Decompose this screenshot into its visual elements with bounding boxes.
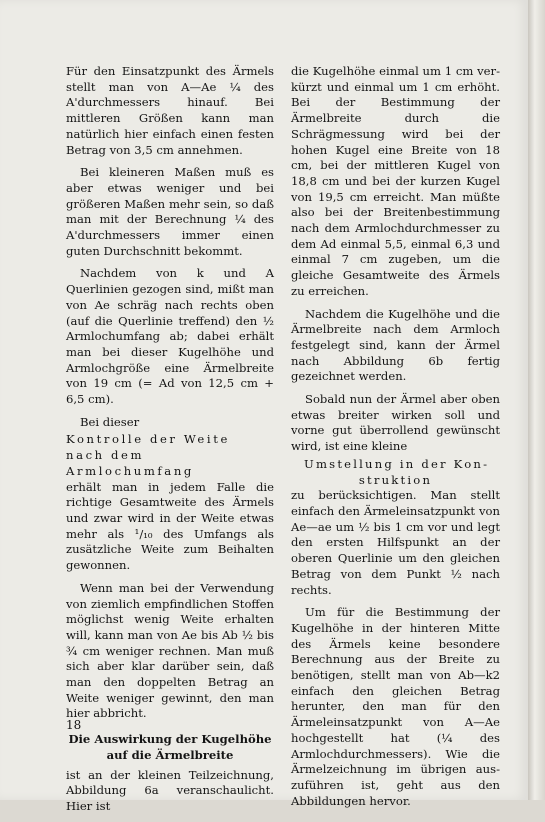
paragraph: Wenn man bei der Verwendung von ziemlich empfindlichen Stoffen möglichst wenig Weite erhalten will, kann man von Ae bis Ab ½ bis ¾ cm weniger rechnen. Man muß sich aber klar darüber sein, daß man den doppelten Betrag an Weite weniger gewinnt, den man hier abbricht. [66,580,274,721]
paragraph: Bei kleineren Maßen muß es aber etwas weniger und bei größeren Maßen mehr sein, so daß man mit der Berechnung ¼ des A'durchmessers immer einen guten Durchschnitt bekommt. [66,165,274,258]
spaced-emphasis: Kontrolle der Weite nach dem Armlochumfang [66,432,230,478]
paragraph: Bei dieser [80,414,140,429]
spaced-emphasis: Umstellung in der Konstruktion [304,456,487,487]
book-spine [528,0,545,800]
paragraph: erhält man in jedem Falle die richtige Gesamtweite des Ärmels und zwar wird in der Weite etwas mehr als ¹/₁₀ des Umfangs als zusätzliche Weite zum Beihalten gewonnen. [66,479,274,573]
paragraph: zu berücksichtigen. Man stellt einfach den Ärmeleinsatzpunkt von Ae—ae um ½ bis 1 cm vor und legt den ersten Hilfspunkt an der oberen Querlinie um den gleichen Betrag von dem Punkt ½ nach rechts. [291,488,500,597]
paragraph: ist an der kleinen Teilzeichnung, Abbildung 6a veranschaulicht. Hier ist [66,767,274,813]
right-column [291,64,500,816]
paragraph: Nachdem die Kugelhöhe und die Ärmelbreite nach dem Armloch festgelegt sind, kann der Ärmel nach Abbildung 6b fertig gezeichnet werden. [291,306,500,384]
left-column [66,64,274,822]
section-heading: Die Auswirkung der Kugelhöhe auf die Ärmelbreite [68,732,272,762]
paragraph: Für den Einsatzpunkt des Ärmels stellt man von A—Ae ¼ des A'durchmessers hinauf. Bei mittleren Größen kann man natürlich hier einfach einen festen Betrag von 3,5 cm annehmen. [66,64,274,157]
paragraph: die Kugelhöhe einmal um 1 cm verkürzt und einmal um 1 cm erhöht. Bei der Bestimmung der Ärmelbreite durch die Schrägmessung wird bei der hohen Kugel eine Breite von 18 cm, bei der mittleren Kugel von 18,8 cm und bei der kurzen Kugel von 19,5 cm erreicht. Man müßte also bei der Breitenbestimmung nach dem Armlochdurchmesser zu dem Ad einmal 5,5, einmal 6,3 und einmal 7 cm zugeben, um die gleiche Gesamtweite des Ärmels zu erreichen. [291,64,500,298]
paragraph: Um für die Bestimmung der Kugelhöhe in der hinteren Mitte des Ärmels keine besondere Berechnung aus der Breite zu benötigen, stellt man von Ab—k2 einfach den gleichen Betrag herunter, den man für den Ärmeleinsatzpunkt von A—Ae hochgestellt hat (¼ des Armlochdurchmessers). Wie die Ärmelzeichnung im übrigen auszuführen ist, geht aus den Abbildungen hervor. [291,605,500,808]
paragraph: Nachdem von k und A Querlinien gezogen sind, mißt man von Ae schräg nach rechts oben (auf die Querlinie treffend) den ½ Armlochumfang ab; dabei erhält man bei dieser Kugelhöhe und Armlochgröße eine Ärmelbreite von 19 cm (= Ad von 12,5 cm + 6,5 cm). [66,266,274,407]
page-number: 18 [66,718,82,732]
paragraph: Sobald nun der Ärmel aber oben etwas breiter wirken soll und vorne gut überrollend gewünscht wird, ist eine kleine [291,392,500,454]
